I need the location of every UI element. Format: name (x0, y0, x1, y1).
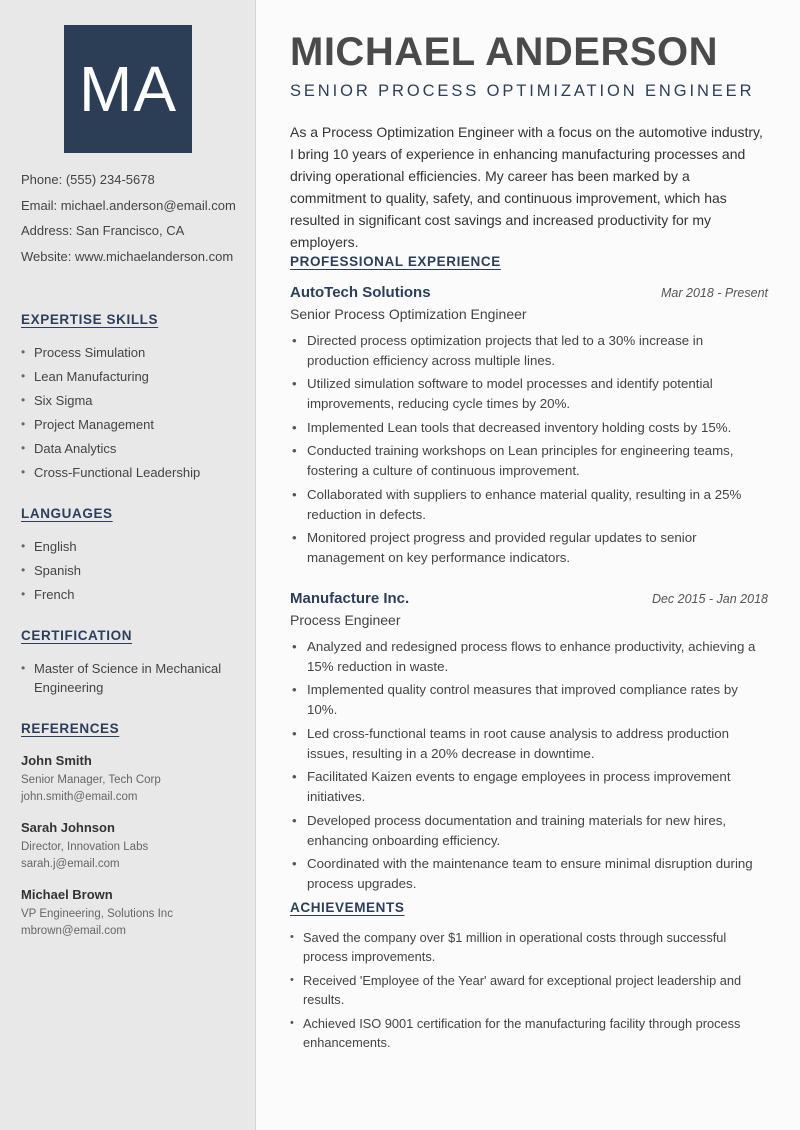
job-role: Senior Process Optimization Engineer (290, 306, 527, 322)
references-list (21, 752, 246, 953)
language-item: • English (21, 537, 246, 556)
job-bullet: • Implemented quality control measures that improved compliance rates by 10%. (290, 680, 768, 720)
languages-heading: LANGUAGES (21, 506, 113, 521)
summary: As a Process Optimization Engineer with a focus on the automotive industry, I bring 10 years of experience in enhancing manufacturing processes and driving operational efficiencies. My career has been marked by a commitment to quality, safety, and continuous improvement, which has resulted in significant cost savings and increased productivity for my employers. (290, 124, 763, 250)
skill-item: • Process Simulation (21, 343, 246, 362)
candidate-name: MICHAEL ANDERSON (290, 30, 719, 74)
contact-address: Address: San Francisco, CA (21, 223, 185, 238)
certification-heading: CERTIFICATION (21, 628, 133, 643)
skill-item: • Project Management (21, 415, 246, 434)
job-bullet: • Analyzed and redesigned process flows to enhance productivity, achieving a 15% reduction in waste. (290, 637, 768, 677)
job-bullet: • Coordinated with the maintenance team to ensure minimal disruption during process upgrades. (290, 854, 768, 894)
references-heading: REFERENCES (21, 721, 120, 736)
job-dates: Dec 2015 - Jan 2018 (651, 592, 768, 606)
job-role: Process Engineer (290, 612, 401, 628)
job-dates: Mar 2018 - Present (661, 286, 768, 300)
skill-item: • Data Analytics (21, 439, 246, 458)
reference-name: Michael Brown (21, 887, 113, 902)
job-bullet: • Directed process optimization projects that led to a 30% increase in production efficiency across multiple lines. (290, 331, 768, 371)
skills-list (21, 343, 246, 487)
contact-website: Website: www.michaelanderson.com (21, 248, 234, 264)
contact-phone: Phone: (555) 234-5678 (21, 172, 155, 187)
job-bullets (290, 637, 768, 894)
reference-email: mbrown@email.com (21, 925, 126, 937)
job-entry (290, 284, 768, 571)
job-bullet: • Led cross-functional teams in root cause analysis to address production issues, resulting in a 20% decrease in downtime. (290, 724, 768, 764)
job-bullet: • Conducted training workshops on Lean principles for engineering teams, fostering a culture of continuous improvement. (290, 441, 768, 481)
job-bullet: • Collaborated with suppliers to enhance material quality, resulting in a 25% reduction in defects. (290, 485, 768, 525)
achievement-item: • Saved the company over $1 million in operational costs through successful process improvements. (290, 928, 768, 966)
sidebar (0, 0, 256, 1130)
job-company: AutoTech Solutions (290, 284, 431, 301)
contact-email: Email: michael.anderson@email.com (21, 197, 236, 213)
job-bullets (290, 331, 768, 568)
contact-info (21, 171, 246, 273)
reference-item (21, 886, 246, 940)
language-item: • French (21, 585, 246, 604)
reference-email: sarah.j@email.com (21, 858, 120, 870)
experience-heading: PROFESSIONAL EXPERIENCE (290, 254, 501, 269)
avatar: MA (64, 25, 192, 153)
achievements-list (290, 928, 768, 1057)
skill-item: • Cross-Functional Leadership (21, 463, 246, 482)
reference-position: VP Engineering, Solutions Inc (21, 908, 173, 920)
reference-name: John Smith (21, 753, 92, 768)
job-company: Manufacture Inc. (290, 590, 410, 607)
job-bullet: • Monitored project progress and provided regular updates to senior management on key performance indicators. (290, 528, 768, 568)
job-bullet: • Developed process documentation and training materials for new hires, enhancing onboarding efficiency. (290, 811, 768, 851)
language-item: • Spanish (21, 561, 246, 580)
achievement-item: • Received 'Employee of the Year' award for exceptional project leadership and results. (290, 971, 768, 1009)
achievements-heading: ACHIEVEMENTS (290, 900, 405, 915)
certification-list (21, 659, 246, 702)
reference-email: john.smith@email.com (21, 791, 138, 803)
reference-item (21, 752, 246, 806)
certification-item: • Master of Science in Mechanical Engineering (21, 659, 246, 697)
candidate-title: SENIOR PROCESS OPTIMIZATION ENGINEER (290, 82, 755, 100)
job-bullet: • Facilitated Kaizen events to engage employees in process improvement initiatives. (290, 767, 768, 807)
reference-item (21, 819, 246, 873)
skills-heading: EXPERTISE SKILLS (21, 312, 159, 327)
job-bullet: • Utilized simulation software to model processes and identify potential improvements, reducing cycle times by 20%. (290, 374, 768, 414)
achievement-item: • Achieved ISO 9001 certification for the manufacturing facility through process enhancements. (290, 1014, 768, 1052)
skill-item: • Lean Manufacturing (21, 367, 246, 386)
reference-position: Senior Manager, Tech Corp (21, 774, 161, 786)
languages-list (21, 537, 246, 609)
job-entry (290, 590, 768, 897)
reference-name: Sarah Johnson (21, 820, 115, 835)
skill-item: • Six Sigma (21, 391, 246, 410)
job-bullet: • Implemented Lean tools that decreased inventory holding costs by 15%. (290, 418, 768, 438)
reference-position: Director, Innovation Labs (21, 841, 149, 853)
